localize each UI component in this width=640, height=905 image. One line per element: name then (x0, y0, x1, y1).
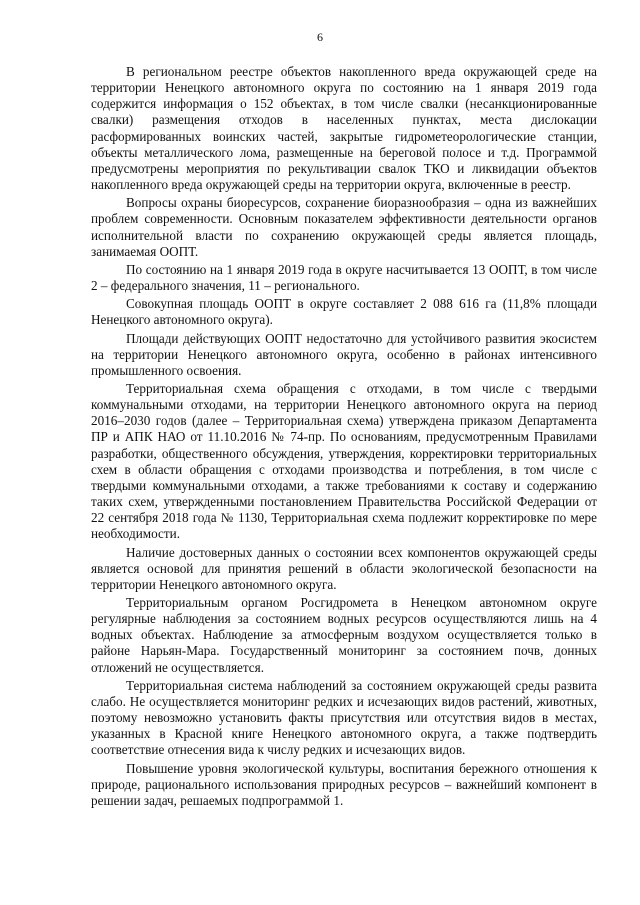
paragraph-3: По состоянию на 1 января 2019 года в округе насчитывается 13 ООПТ, в том числе 2 – федерального значения, 11 – регионального. (91, 261, 597, 294)
paragraph-9: Территориальная система наблюдений за состоянием окружающей среды развита слабо. Не осуществляется мониторинг редких и исчезающих видов растений, животных, поэтому невозможно установить факты присутствия или отсутствия видов в местах, указанных в Красной книге Ненецкого автономного округа, а также подтвердить соответствие отнесения вида к числу редких и исчезающих видов. (91, 677, 597, 758)
paragraph-10: Повышение уровня экологической культуры, воспитания бережного отношения к природе, рационального использования природных ресурсов – важнейший компонент в решении задач, решаемых подпрограммой 1. (91, 760, 597, 808)
paragraph-5: Площади действующих ООПТ недостаточно для устойчивого развития экосистем на территории Ненецкого автономного округа, особенно в районах интенсивного промышленного освоения. (91, 330, 597, 378)
paragraph-6: Территориальная схема обращения с отходами, в том числе с твердыми коммунальными отходами, на территории Ненецкого автономного округа на период 2016–2030 годов (далее – Территориальная схема) утверждена приказом Департамента ПР и АПК НАО от 11.10.2016 № 74-пр. По основаниям, предусмотренным Правилами разработки, общественного обсуждения, утверждения, корректировки территориальных схем в области обращения с отходами производства и потребления, в том числе с твердыми коммунальными отходами, а также требованиями к составу и содержанию таких схем, утвержденными постановлением Правительства Российской Федерации от 22 сентября 2018 года № 1130, Территориальная схема подлежит корректировке по мере необходимости. (91, 380, 597, 542)
paragraph-2: Вопросы охраны биоресурсов, сохранение биоразнообразия – одна из важнейших проблем современности. Основным показателем эффективности деятельности органов исполнительной власти по сохранению окружающей среды является площадь, занимаемая ООПТ. (91, 195, 597, 259)
paragraph-1: В региональном реестре объектов накопленного вреда окружающей среде на территории Ненецкого автономного округа по состоянию на 1 января 2019 года содержится информация о 152 объектах, в том числе свалки (несанкционированные свалки) размещения отходов в населенных пунктах, места дислокации расформированных воинских частей, закрытые гидрометеорологические станции, объекты металлического лома, размещенные на береговой полосе и т.д. Программой предусмотрены мероприятия по рекультивации свалок ТКО и ликвидации объектов накопленного вреда окружающей среды на территории округа, включенные в реестр. (91, 64, 597, 193)
paragraph-4: Совокупная площадь ООПТ в округе составляет 2 088 616 га (11,8% площади Ненецкого автономного округа). (91, 296, 597, 328)
paragraph-7: Наличие достоверных данных о состоянии всех компонентов окружающей среды является основой для принятия решений в области экологической безопасности на территории Ненецкого автономного округа. (91, 544, 597, 592)
document-body (91, 64, 597, 811)
page-number: 6 (317, 30, 323, 44)
paragraph-8: Территориальным органом Росгидромета в Ненецком автономном округе регулярные наблюдения за состоянием водных ресурсов осуществляются лишь на 4 водных объектах. Наблюдение за атмосферным воздухом осуществляется только в районе Нарьян-Мара. Государственный мониторинг за состоянием почв, донных отложений не осуществляется. (91, 595, 597, 675)
